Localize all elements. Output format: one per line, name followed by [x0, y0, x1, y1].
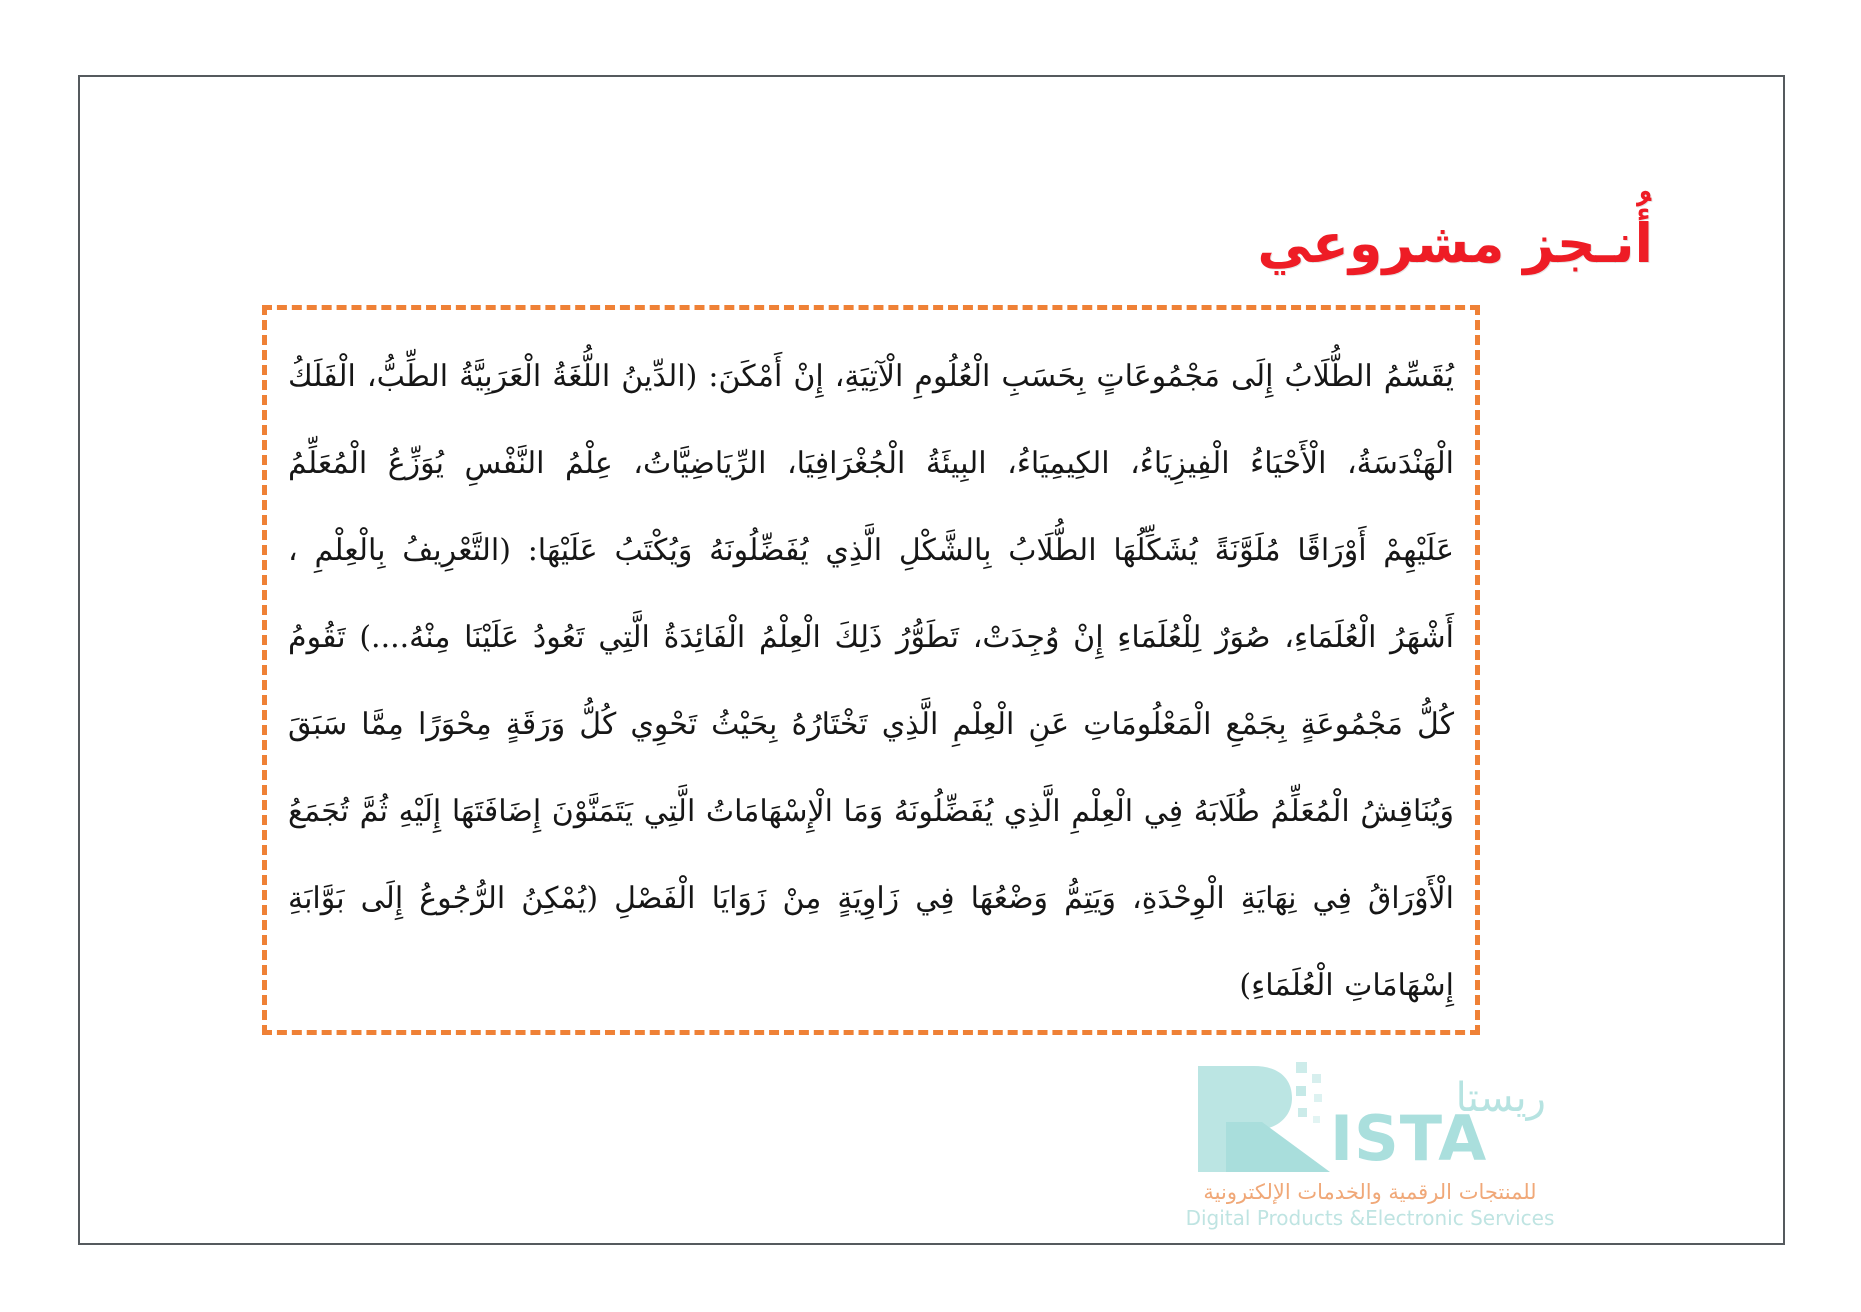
- text-line: الْهَنْدَسَةُ، الْأَحْيَاءُ الْفِيزِيَاءُ، الكِيمِيَاءُ، البِيئَةُ الْجُغْرَافِيَا، الرِّيَاضِيَّاتُ، عِلْمُ النَّفْسِ يُوَزِّعُ الْمُعَلِّمُ: [288, 446, 1454, 481]
- text-line: يُقَسِّمُ الطُّلَابُ إِلَى مَجْمُوعَاتٍ بِحَسَبِ الْعُلُومِ الْآتِيَةِ، إِنْ أَمْكَنَ: (الدِّينُ اللُّغَةُ الْعَرَبِيَّةُ الطِّبُّ، الْفَلَكُ: [288, 359, 1454, 394]
- text-line: إِسْهَامَاتِ الْعُلَمَاءِ): [1239, 968, 1454, 1003]
- rista-logo-icon: [1192, 1060, 1342, 1178]
- text-line: عَلَيْهِمْ أَوْرَاقًا مُلَوَّنَةً يُشَكِّلُهَا الطُّلَابُ بِالشَّكْلِ الَّذِي يُفَضِّلُونَهُ وَيُكْتَبُ عَلَيْهَا: (التَّعْرِيفُ بِالْعِلْمِ ،: [288, 533, 1454, 568]
- page-frame: [78, 75, 1785, 1245]
- watermark-tagline-english: Digital Products &Electronic Services: [1185, 1206, 1555, 1230]
- page-title: أُنـجز مشروعي: [1257, 212, 1653, 275]
- rista-watermark: [1185, 1052, 1555, 1232]
- text-line: كُلُّ مَجْمُوعَةٍ بِجَمْعِ الْمَعْلُومَاتِ عَنِ الْعِلْمِ الَّذِي تَخْتَارُهُ بِحَيْثُ تَحْوِي كُلُّ وَرَقَةٍ مِحْوَرًا مِمَّا سَبَقَ: [288, 707, 1454, 742]
- text-line: أَشْهَرُ الْعُلَمَاءِ، صُوَرٌ لِلْعُلَمَاءِ إِنْ وُجِدَتْ، تَطَوُّرُ ذَلِكَ الْعِلْمُ الْفَائِدَةُ الَّتِي تَعُودُ عَلَيْنَا مِنْهُ....) تَقُومُ: [288, 620, 1454, 655]
- watermark-brand-arabic: ريستا: [1455, 1075, 1546, 1121]
- watermark-tagline-arabic: للمنتجات الرقمية والخدمات الإلكترونية: [1203, 1180, 1537, 1204]
- text-line: وَيُنَاقِشُ الْمُعَلِّمُ طُلَابَهُ فِي الْعِلْمِ الَّذِي يُفَضِّلُونَهُ وَمَا الْإِسْهَامَاتُ الَّتِي يَتَمَنَّوْنَ إِضَافَتَهَا إِلَيْهِ ثُمَّ تُجَمَعُ: [288, 794, 1454, 829]
- activity-text-block: [262, 305, 1480, 1035]
- text-line: الْأَوْرَاقُ فِي نِهَايَةِ الْوِحْدَةِ، وَيَتِمُّ وَضْعُهَا فِي زَاوِيَةٍ مِنْ زَوَايَا الْفَصْلِ (يُمْكِنُ الرُّجُوعُ إِلَى بَوَّابَةِ: [288, 881, 1454, 916]
- watermark-brand-latin: ISTA: [1330, 1102, 1488, 1175]
